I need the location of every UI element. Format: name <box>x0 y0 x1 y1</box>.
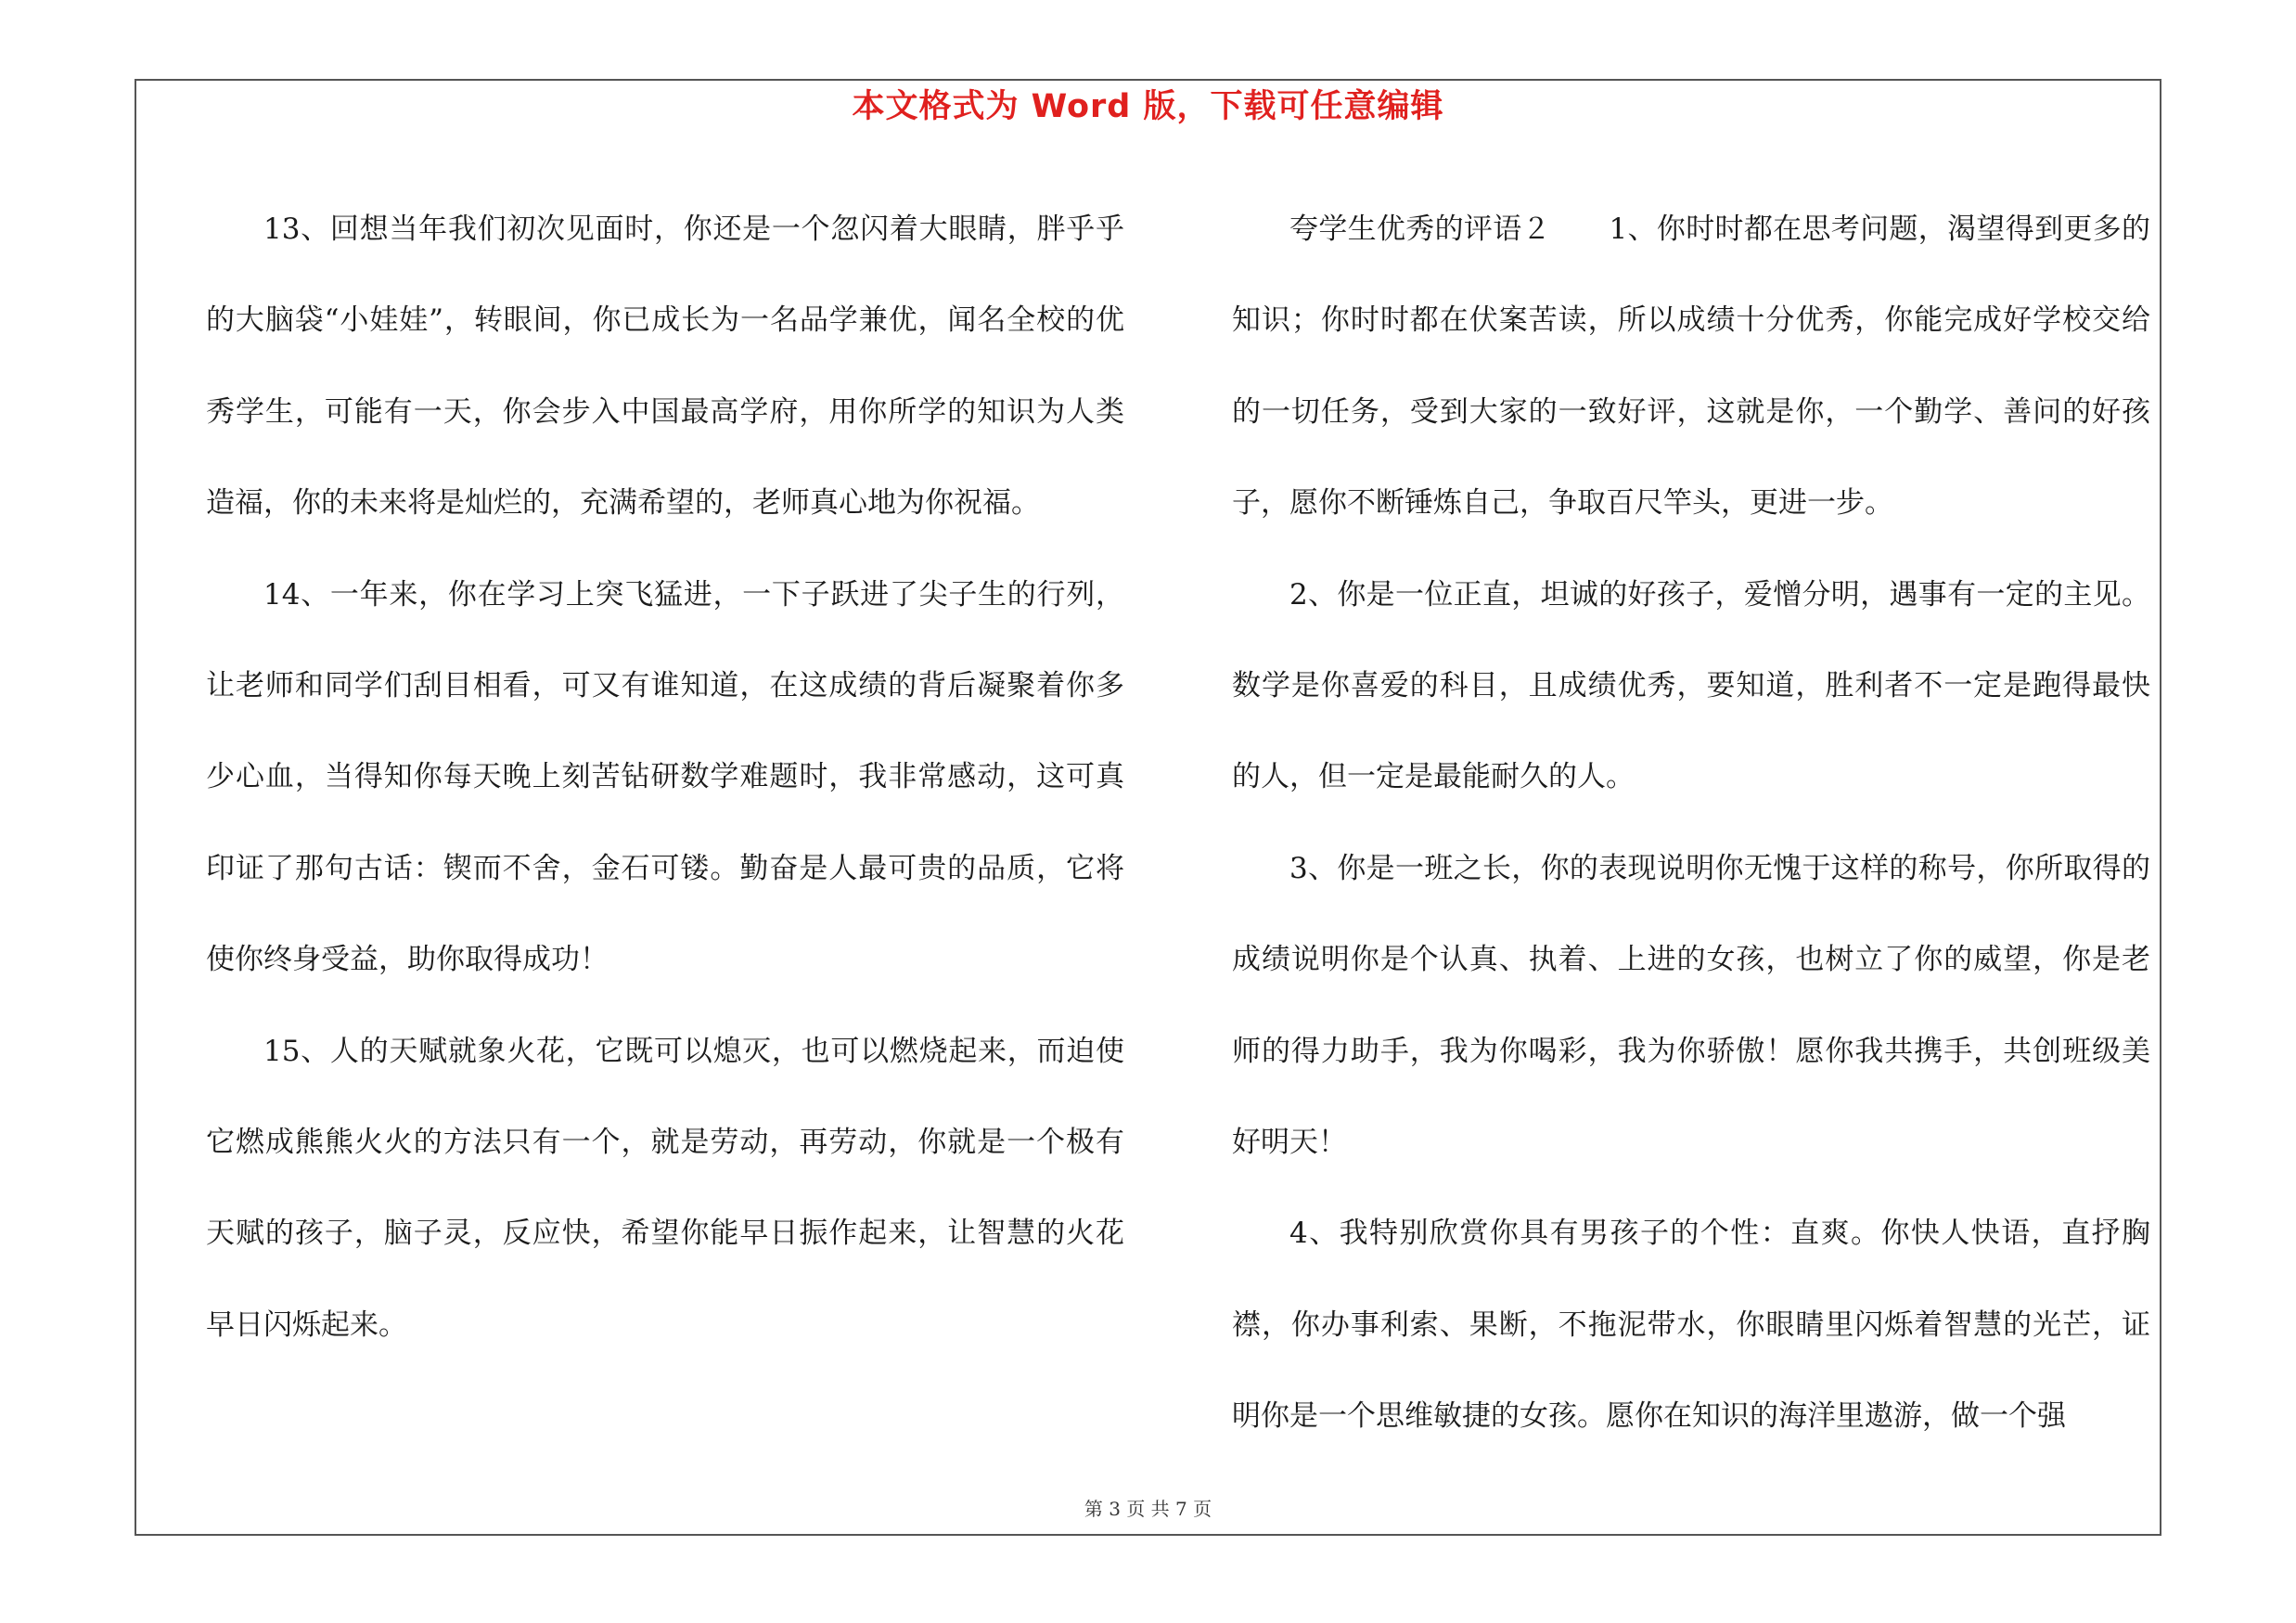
paragraph-14: 14、一年来，你在学习上突飞猛进，一下子跃进了尖子生的行列，让老师和同学们刮目相看，可又有谁知道，在这成绩的背后凝聚着你多少心血，当得知你每天晚上刻苦钻研数学难题时，我非常感动，这可真印证了那句古话：锲而不舍，金石可镂。勤奋是人最可贵的品质，它将使你终身受益，助你取得成功！ <box>206 577 1124 977</box>
page-number: 第 3 页 共 7 页 <box>1084 1498 1212 1520</box>
header-banner: 本文格式为 Word 版，下载可任意编辑 <box>852 88 1444 125</box>
paragraph-13: 13、回想当年我们初次见面时，你还是一个忽闪着大眼睛，胖乎乎的大脑袋“小娃娃”，转眼间，你已成长为一名品学兼优，闻名全校的优秀学生，可能有一天，你会步入中国最高学府，用你所学的知识为人类造福，你的未来将是灿烂的，充满希望的，老师真心地为你祝福。 <box>206 213 1124 521</box>
right-text-column <box>1232 184 2150 1462</box>
paragraph-15: 15、人的天赋就象火花，它既可以熄灭，也可以燃烧起来，而迫使它燃成熊熊火火的方法只有一个，就是劳动，再劳动，你就是一个极有天赋的孩子，脑子灵，反应快，希望你能早日振作起来，让智慧的火花早日闪烁起来。 <box>206 1034 1124 1342</box>
paragraph-item-4: 4、我特别欣赏你具有男孩子的个性：直爽。你快人快语，直抒胸襟，你办事利索、果断，不拖泥带水，你眼睛里闪烁着智慧的光芒，证明你是一个思维敏捷的女孩。愿你在知识的海洋里遨游，做一个强 <box>1232 1217 2150 1434</box>
paragraph-item-2: 2、你是一位正直，坦诚的好孩子，爱憎分明，遇事有一定的主见。数学是你喜爱的科目，且成绩优秀，要知道，胜利者不一定是跑得最快的人，但一定是最能耐久的人。 <box>1232 577 2150 794</box>
paragraph-item-3: 3、你是一班之长，你的表现说明你无愧于这样的称号，你所取得的成绩说明你是个认真、执着、上进的女孩，也树立了你的威望，你是老师的得力助手，我为你喝彩，我为你骄傲！愿你我共携手，共创班级美好明天！ <box>1232 851 2150 1160</box>
left-text-column <box>206 184 1124 1371</box>
paragraph-section-2-item-1: 夸学生优秀的评语２ 1、你时时都在思考问题，渴望得到更多的知识；你时时都在伏案苦读，所以成绩十分优秀，你能完成好学校交给的一切任务，受到大家的一致好评，这就是你，一个勤学、善问的好孩子，愿你不断锤炼自己，争取百尺竿头，更进一步。 <box>1232 213 2150 521</box>
